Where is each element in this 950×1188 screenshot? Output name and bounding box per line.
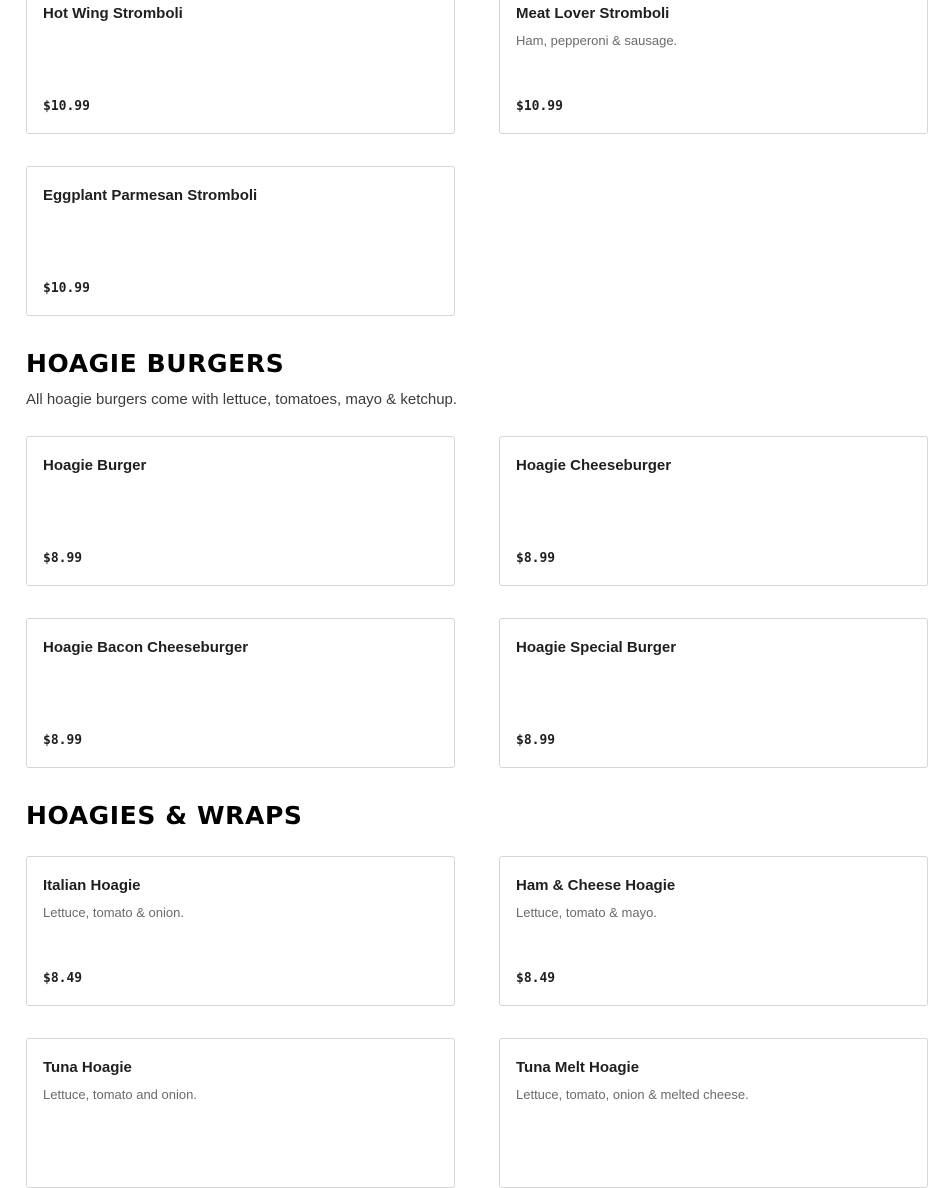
menu-item-name: Tuna Melt Hoagie: [516, 1059, 640, 1076]
menu-item-price: $10.99: [516, 99, 563, 114]
menu-item-price: $8.49: [43, 971, 83, 986]
menu-item-name: Eggplant Parmesan Stromboli: [43, 187, 258, 204]
menu-item-name: Meat Lover Stromboli: [516, 5, 670, 22]
menu-item-card[interactable]: [26, 166, 455, 316]
section-description-hoagie-burgers: All hoagie burgers come with lettuce, tomatoes, mayo & ketchup.: [26, 391, 458, 408]
menu-item-description: Lettuce, tomato, onion & melted cheese.: [516, 1087, 749, 1102]
menu-item-price: $8.99: [516, 733, 556, 748]
menu-item-price: $10.99: [43, 99, 90, 114]
section-title-hoagies-wraps: HOAGIES & WRAPS: [26, 801, 303, 830]
menu-item-card[interactable]: [26, 1038, 455, 1188]
menu-item-name: Hot Wing Stromboli: [43, 5, 183, 22]
menu-item-card[interactable]: [26, 618, 455, 768]
menu-item-card[interactable]: [499, 618, 928, 768]
menu-item-name: Italian Hoagie: [43, 877, 141, 894]
menu-item-price: $10.99: [43, 281, 90, 296]
menu-item-card[interactable]: [26, 0, 455, 134]
menu-item-price: $8.49: [516, 971, 556, 986]
menu-item-name: Hoagie Special Burger: [516, 639, 677, 656]
menu-item-card[interactable]: [26, 856, 455, 1006]
menu-item-card[interactable]: [499, 0, 928, 134]
menu-item-description: Lettuce, tomato & onion.: [43, 905, 184, 920]
menu-item-card[interactable]: [499, 856, 928, 1006]
menu-item-description: Ham, pepperoni & sausage.: [516, 33, 678, 48]
menu-item-description: Lettuce, tomato and onion.: [43, 1087, 197, 1102]
menu-item-card[interactable]: [499, 436, 928, 586]
menu-item-price: $8.99: [43, 733, 83, 748]
menu-item-card[interactable]: [499, 1038, 928, 1188]
menu-item-name: Hoagie Burger: [43, 457, 147, 474]
menu-item-card[interactable]: [26, 436, 455, 586]
menu-item-price: $8.99: [516, 551, 556, 566]
menu-item-price: $8.99: [43, 551, 83, 566]
menu-item-name: Tuna Hoagie: [43, 1059, 132, 1076]
menu-item-name: Hoagie Cheeseburger: [516, 457, 672, 474]
menu-item-name: Hoagie Bacon Cheeseburger: [43, 639, 249, 656]
menu-item-name: Ham & Cheese Hoagie: [516, 877, 676, 894]
menu-item-description: Lettuce, tomato & mayo.: [516, 905, 657, 920]
section-title-hoagie-burgers: HOAGIE BURGERS: [26, 349, 285, 378]
